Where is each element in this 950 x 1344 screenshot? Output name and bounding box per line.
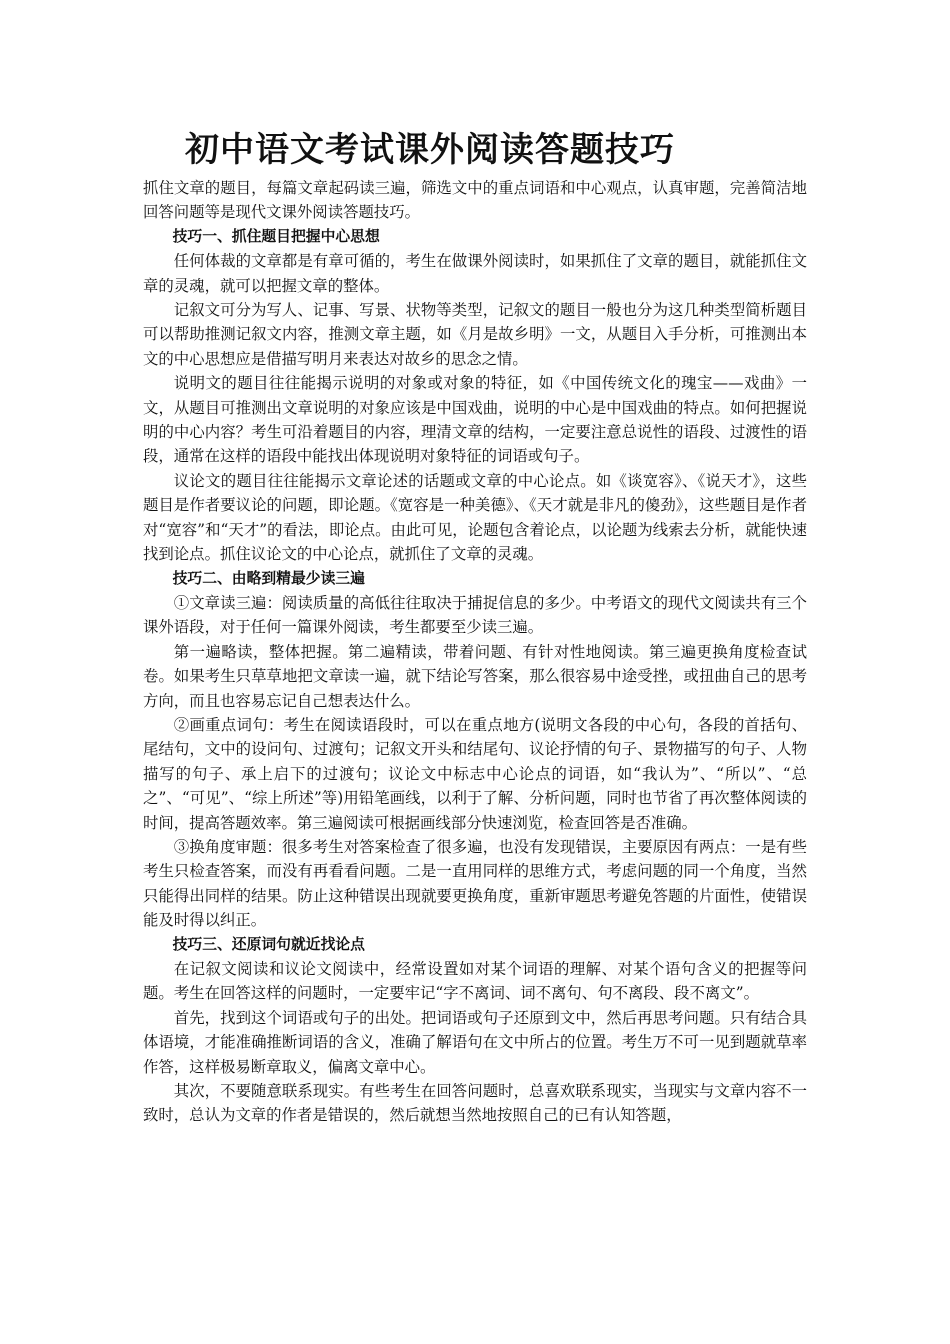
body-paragraph: 其次，不要随意联系现实。有些考生在回答问题时，总喜欢联系现实，当现实与文章内容不一致时，总认为文章的作者是错误的，然后就想当然地按照自己的已有认知答题， bbox=[143, 1082, 807, 1125]
body-paragraph: ③换角度审题：很多考生对答案检查了很多遍，也没有发现错误，主要原因有两点：一是有些考生只检查答案，而没有再看看问题。二是一直用同样的思维方式，考虑问题的同一个角度，当然只能得出同样的结果。防止这种错误出现就要更换角度，重新审题思考避免答题的片面性，使错误能及时得以纠正。 bbox=[143, 837, 807, 930]
body-paragraph: 第一遍略读，整体把握。第二遍精读，带着问题、有针对性地阅读。第三遍更换角度检查试卷。如果考生只草草地把文章读一遍，就下结论写答案，那么很容易中途受挫，或扭曲自己的思考方向，而且也容易忘记自己想表达什么。 bbox=[143, 642, 807, 710]
section-heading: 技巧二、由略到精最少读三遍 bbox=[172, 569, 365, 587]
body-paragraph: ②画重点词句：考生在阅读语段时，可以在重点地方(说明文各段的中心句，各段的首括句、尾结句，文中的设问句、过渡句；记叙文开头和结尾句、议论抒情的句子、景物描写的句子、人物描写的句子、承上启下的过渡句；议论文中标志中心论点的词语，如“我认为”、“所以”、“总之”、“可见”、“综上所述”等)用铅笔画线，以利于了解、分析问题，同时也节省了再次整体阅读的时间，提高答题效率。第三遍阅读可根据画线部分快速浏览，检查回答是否准确。 bbox=[143, 715, 807, 832]
document-title: 初中语文考试课外阅读答题技巧 bbox=[185, 130, 675, 170]
body-paragraph: 任何体裁的文章都是有章可循的，考生在做课外阅读时，如果抓住了文章的题目，就能抓住文章的灵魂，就可以把握文章的整体。 bbox=[143, 252, 807, 295]
body-paragraph: 议论文的题目往往能揭示文章论述的话题或文章的中心论点。如《谈宽容》、《说天才》，这些题目是作者要议论的问题，即论题。《宽容是一种美德》、《天才就是非凡的傻劲》，这些题目是作者对“宽容”和“天才”的看法，即论点。由此可见，论题包含着论点，以论题为线索去分析，就能快速找到论点。抓住议论文的中心论点，就抓住了文章的灵魂。 bbox=[143, 471, 807, 564]
document-body bbox=[143, 176, 807, 1128]
section-heading: 技巧三、还原词句就近找论点 bbox=[172, 935, 365, 953]
body-paragraph: 首先，找到这个词语或句子的出处。把词语或句子还原到文中，然后再思考问题。只有结合具体语境，才能准确推断词语的含义，准确了解语句在文中所占的位置。考生万不可一见到题就草率作答，这样极易断章取义，偏离文章中心。 bbox=[143, 1008, 807, 1076]
body-paragraph: 在记叙文阅读和议论文阅读中，经常设置如对某个词语的理解、对某个语句含义的把握等问题。考生在回答这样的问题时，一定要牢记“字不离词、词不离句、句不离段、段不离文”。 bbox=[143, 960, 807, 1003]
section-heading: 技巧一、抓住题目把握中心思想 bbox=[172, 227, 380, 245]
body-paragraph: 记叙文可分为写人、记事、写景、状物等类型，记叙文的题目一般也分为这几种类型简析题目可以帮助推测记叙文内容，推测文章主题，如《月是故乡明》一文，从题目入手分析，可推测出本文的中心思想应是借描写明月来表达对故乡的思念之情。 bbox=[143, 301, 807, 368]
intro-paragraph: 抓住文章的题目，每篇文章起码读三遍，筛选文中的重点词语和中心观点，认真审题，完善简洁地回答问题等是现代文课外阅读答题技巧。 bbox=[143, 179, 807, 222]
body-paragraph: 说明文的题目往往能揭示说明的对象或对象的特征，如《中国传统文化的瑰宝——戏曲》一文，从题目可推测出文章说明的对象应该是中国戏曲，说明的中心是中国戏曲的特点。如何把握说明的中心内容？考生可沿着题目的内容，理清文章的结构，一定要注意总说性的语段、过渡性的语段，通常在这样的语段中能找出体现说明对象特征的词语或句子。 bbox=[143, 374, 807, 466]
body-paragraph: ①文章读三遍：阅读质量的高低往往取决于捕捉信息的多少。中考语文的现代文阅读共有三个课外语段，对于任何一篇课外阅读，考生都要至少读三遍。 bbox=[143, 593, 807, 637]
